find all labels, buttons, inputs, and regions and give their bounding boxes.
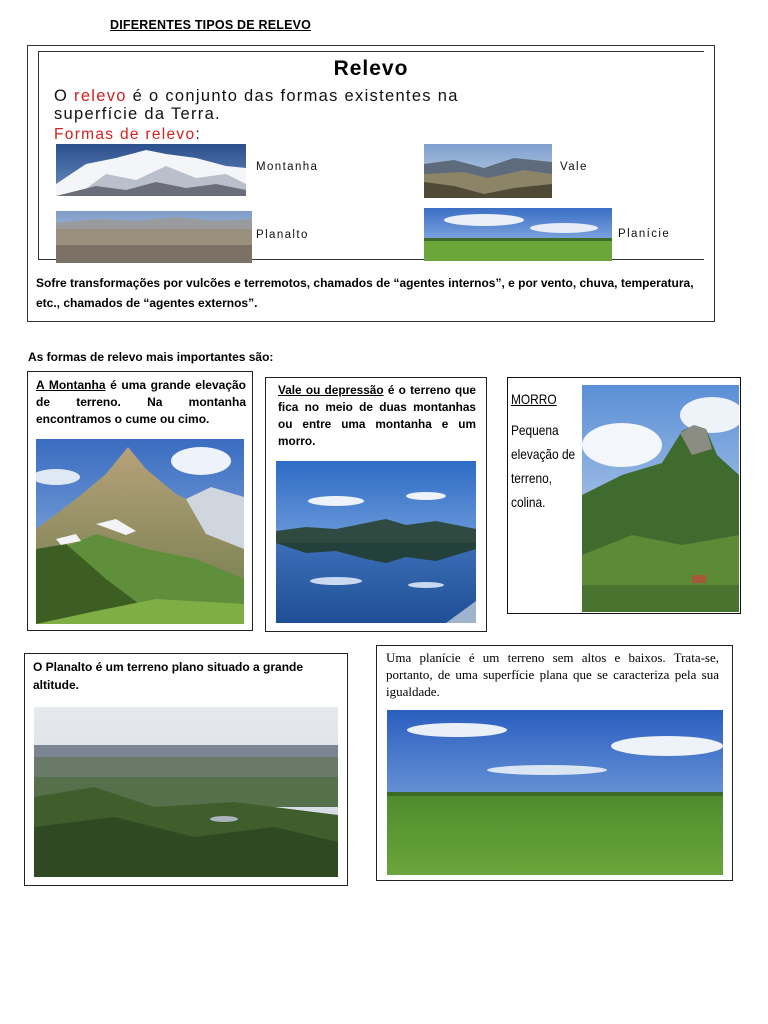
vale-thumb-label: Vale <box>560 161 588 173</box>
montanha-card <box>27 371 253 631</box>
relevo-definition <box>54 87 459 123</box>
morro-description <box>511 418 579 514</box>
morro-line-1: Pequena <box>511 422 559 438</box>
morro-image <box>582 385 739 612</box>
morro-line-4: colina. <box>511 494 546 510</box>
formas-colon: : <box>195 126 202 143</box>
morro-title: MORRO <box>511 391 557 407</box>
planalto-thumb-label: Planalto <box>256 229 309 241</box>
poster-top-rule <box>38 51 704 52</box>
planalto-thumbnail-image <box>56 211 252 263</box>
planalto-card <box>24 653 348 886</box>
morro-line-3: terreno, <box>511 470 553 486</box>
montanha-body: é uma grande elevação de terreno. Na montanha encontramos o cume ou cimo. <box>36 378 246 426</box>
relevo-overview-card <box>27 45 715 322</box>
planicie-description: Uma planície é um terreno sem altos e baixos. Trata-se, portanto, de uma superfície plana que se caracteriza pela sua igualdade. <box>386 650 719 699</box>
definition-pre: O <box>54 87 75 105</box>
planicie-card <box>376 645 733 881</box>
relevo-poster <box>38 51 704 261</box>
vale-image <box>276 461 476 623</box>
definition-line1: é o conjunto das formas existentes na <box>126 87 459 105</box>
vale-title: Vale ou depressão <box>278 383 384 397</box>
montanha-image <box>36 439 244 624</box>
planicie-image <box>387 710 723 875</box>
planicie-thumbnail-image <box>424 208 612 261</box>
vale-description <box>278 382 476 450</box>
formas-label: Formas de relevo <box>54 126 196 143</box>
planalto-description: O Planalto é um terreno plano situado a grande altitude. <box>33 660 304 692</box>
morro-line-2: elevação de <box>511 446 576 462</box>
definition-keyword: relevo <box>74 87 127 105</box>
montanha-thumb-label: Montanha <box>256 161 319 173</box>
definition-line2: superfície da Terra. <box>54 105 221 123</box>
montanha-title: A Montanha <box>36 378 106 392</box>
section-heading: As formas de relevo mais importantes são: <box>28 350 274 364</box>
planalto-image <box>34 707 338 877</box>
vale-thumbnail-image <box>424 144 552 198</box>
montanha-description <box>36 377 246 428</box>
document-title: DIFERENTES TIPOS DE RELEVO <box>110 18 312 32</box>
montanha-thumbnail-image <box>56 144 246 196</box>
relevo-heading: Relevo <box>333 57 409 80</box>
vale-card <box>265 377 487 632</box>
planicie-thumb-label: Planície <box>618 228 671 240</box>
relevo-transformations-note: Sofre transformações por vulcões e terremotos, chamados de “agentes internos”, e por vento, chuva, temperatura, etc., chamados de “agentes externos”. <box>36 276 694 310</box>
poster-left-rule <box>38 51 39 259</box>
vale-body: é o terreno que fica no meio de duas montanhas ou entre uma montanha e um morro. <box>278 383 476 448</box>
formas-de-relevo-heading <box>54 126 201 144</box>
morro-card <box>507 377 741 614</box>
